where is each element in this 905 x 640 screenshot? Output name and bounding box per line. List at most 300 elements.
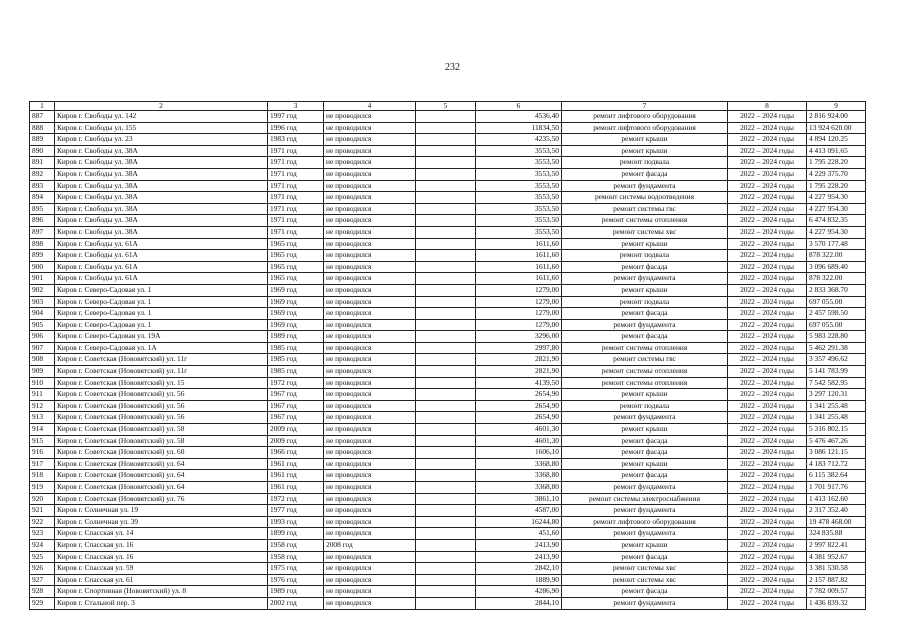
build-year-cell: 1983 год: [268, 134, 324, 146]
row-number-cell: 917: [30, 458, 55, 470]
work-type-cell: ремонт крыши: [562, 134, 728, 146]
address-cell: Киров г. Свободы ул. 38А: [55, 203, 268, 215]
row-number-cell: 913: [30, 412, 55, 424]
row-number-cell: 889: [30, 134, 55, 146]
work-type-cell: ремонт фасада: [562, 261, 728, 273]
address-cell: Киров г. Свободы ул. 61А: [55, 261, 268, 273]
table-row: [30, 447, 866, 459]
program-cell: [416, 470, 476, 482]
table-row: [30, 157, 866, 169]
last-repair-cell: не проводился: [324, 563, 416, 575]
row-number-cell: 890: [30, 145, 55, 157]
program-cell: [416, 586, 476, 598]
program-cell: [416, 597, 476, 609]
cost-cell: 4 894 120.25: [807, 134, 866, 146]
program-cell: [416, 505, 476, 517]
program-cell: [416, 424, 476, 436]
last-repair-cell: 2008 год: [324, 539, 416, 551]
last-repair-cell: не проводился: [324, 308, 416, 320]
work-type-cell: ремонт крыши: [562, 389, 728, 401]
work-type-cell: ремонт фундамента: [562, 505, 728, 517]
program-cell: [416, 563, 476, 575]
address-cell: Киров г. Советская (Нововятский) ул. 11г: [55, 354, 268, 366]
build-year-cell: 1971 год: [268, 203, 324, 215]
program-cell: [416, 516, 476, 528]
cost-cell: 1 436 839.32: [807, 597, 866, 609]
area-cell: 2842,10: [476, 563, 562, 575]
address-cell: Киров г. Спасская ул. 59: [55, 563, 268, 575]
last-repair-cell: не проводился: [324, 238, 416, 250]
period-cell: 2022 – 2024 годы: [728, 516, 807, 528]
period-cell: 2022 – 2024 годы: [728, 134, 807, 146]
table-row: [30, 505, 866, 517]
program-cell: [416, 342, 476, 354]
build-year-cell: 1961 год: [268, 470, 324, 482]
work-type-cell: ремонт подвала: [562, 250, 728, 262]
row-number-cell: 903: [30, 296, 55, 308]
address-cell: Киров г. Северо-Садовая ул. 19А: [55, 331, 268, 343]
cost-cell: 2 997 822.41: [807, 539, 866, 551]
address-cell: Киров г. Советская (Нововятский) ул. 64: [55, 458, 268, 470]
cost-cell: 5 316 802.15: [807, 424, 866, 436]
column-header: 1: [30, 102, 55, 111]
row-number-cell: 926: [30, 563, 55, 575]
work-type-cell: ремонт системы хвс: [562, 563, 728, 575]
address-cell: Киров г. Стальной пер. 3: [55, 597, 268, 609]
area-cell: 3553,50: [476, 226, 562, 238]
area-cell: 2413,90: [476, 551, 562, 563]
period-cell: 2022 – 2024 годы: [728, 250, 807, 262]
cost-cell: 697 055.00: [807, 319, 866, 331]
period-cell: 2022 – 2024 годы: [728, 145, 807, 157]
row-number-cell: 910: [30, 377, 55, 389]
address-cell: Киров г. Советская (Нововятский) ул. 56: [55, 400, 268, 412]
period-cell: 2022 – 2024 годы: [728, 238, 807, 250]
work-type-cell: ремонт фундамента: [562, 482, 728, 494]
program-cell: [416, 273, 476, 285]
period-cell: 2022 – 2024 годы: [728, 354, 807, 366]
table-row: [30, 180, 866, 192]
program-cell: [416, 482, 476, 494]
cost-cell: 4 183 712.72: [807, 458, 866, 470]
table-row: [30, 273, 866, 285]
row-number-cell: 897: [30, 226, 55, 238]
cost-cell: 5 462 291.38: [807, 342, 866, 354]
row-number-cell: 921: [30, 505, 55, 517]
work-type-cell: ремонт системы водоотведения: [562, 192, 728, 204]
cost-cell: 3 297 120.31: [807, 389, 866, 401]
period-cell: 2022 – 2024 годы: [728, 597, 807, 609]
period-cell: 2022 – 2024 годы: [728, 539, 807, 551]
row-number-cell: 904: [30, 308, 55, 320]
column-header: 8: [728, 102, 807, 111]
build-year-cell: 1996 год: [268, 122, 324, 134]
row-number-cell: 911: [30, 389, 55, 401]
period-cell: 2022 – 2024 годы: [728, 551, 807, 563]
area-cell: 2821,90: [476, 354, 562, 366]
area-cell: 1279,00: [476, 319, 562, 331]
program-cell: [416, 111, 476, 123]
cost-cell: 4 227 954.30: [807, 203, 866, 215]
area-cell: 4235,50: [476, 134, 562, 146]
address-cell: Киров г. Солнечная ул. 39: [55, 516, 268, 528]
table-row: [30, 551, 866, 563]
work-type-cell: ремонт фундамента: [562, 528, 728, 540]
work-type-cell: ремонт лифтового оборудования: [562, 111, 728, 123]
cost-cell: 5 983 228.80: [807, 331, 866, 343]
table-row: [30, 539, 866, 551]
cost-cell: 19 478 468.00: [807, 516, 866, 528]
program-cell: [416, 528, 476, 540]
table-row: [30, 203, 866, 215]
address-cell: Киров г. Советская (Нововятский) ул. 60: [55, 447, 268, 459]
column-header: 6: [476, 102, 562, 111]
column-header: 7: [562, 102, 728, 111]
period-cell: 2022 – 2024 годы: [728, 261, 807, 273]
address-cell: Киров г. Свободы ул. 61А: [55, 238, 268, 250]
area-cell: 4587,00: [476, 505, 562, 517]
last-repair-cell: не проводился: [324, 319, 416, 331]
row-number-cell: 895: [30, 203, 55, 215]
work-type-cell: ремонт системы отопления: [562, 342, 728, 354]
period-cell: 2022 – 2024 годы: [728, 505, 807, 517]
program-cell: [416, 145, 476, 157]
work-type-cell: ремонт системы гвс: [562, 354, 728, 366]
address-cell: Киров г. Советская (Нововятский) ул. 15: [55, 377, 268, 389]
program-cell: [416, 354, 476, 366]
period-cell: 2022 – 2024 годы: [728, 192, 807, 204]
period-cell: 2022 – 2024 годы: [728, 342, 807, 354]
work-type-cell: ремонт лифтового оборудования: [562, 122, 728, 134]
cost-cell: 4 413 091.65: [807, 145, 866, 157]
work-type-cell: ремонт фундамента: [562, 180, 728, 192]
build-year-cell: 1899 год: [268, 528, 324, 540]
build-year-cell: 1967 год: [268, 389, 324, 401]
address-cell: Киров г. Северо-Садовая ул. 1: [55, 308, 268, 320]
table-row: [30, 458, 866, 470]
work-type-cell: ремонт подвала: [562, 296, 728, 308]
row-number-cell: 887: [30, 111, 55, 123]
area-cell: 2821,90: [476, 366, 562, 378]
build-year-cell: 2009 год: [268, 435, 324, 447]
cost-cell: 7 542 582.95: [807, 377, 866, 389]
table-row: [30, 377, 866, 389]
build-year-cell: 1958 год: [268, 539, 324, 551]
table-row: [30, 597, 866, 609]
last-repair-cell: не проводился: [324, 482, 416, 494]
area-cell: 1611,60: [476, 261, 562, 273]
build-year-cell: 1965 год: [268, 238, 324, 250]
last-repair-cell: не проводился: [324, 122, 416, 134]
cost-cell: 3 381 530.58: [807, 563, 866, 575]
row-number-cell: 925: [30, 551, 55, 563]
row-number-cell: 894: [30, 192, 55, 204]
row-number-cell: 909: [30, 366, 55, 378]
row-number-cell: 901: [30, 273, 55, 285]
build-year-cell: 1965 год: [268, 261, 324, 273]
address-cell: Киров г. Советская (Нововятский) ул. 64: [55, 482, 268, 494]
work-type-cell: ремонт крыши: [562, 539, 728, 551]
cost-cell: 2 833 368.70: [807, 284, 866, 296]
row-number-cell: 923: [30, 528, 55, 540]
build-year-cell: 1971 год: [268, 215, 324, 227]
table-row: [30, 238, 866, 250]
table-row: [30, 134, 866, 146]
area-cell: 1279,00: [476, 284, 562, 296]
address-cell: Киров г. Свободы ул. 38А: [55, 157, 268, 169]
area-cell: 3553,50: [476, 192, 562, 204]
build-year-cell: 1969 год: [268, 284, 324, 296]
cost-cell: 324 835.88: [807, 528, 866, 540]
program-cell: [416, 366, 476, 378]
address-cell: Киров г. Советская (Нововятский) ул. 76: [55, 493, 268, 505]
cost-cell: 3 570 177.48: [807, 238, 866, 250]
address-cell: Киров г. Свободы ул. 61А: [55, 250, 268, 262]
area-cell: 2654,90: [476, 400, 562, 412]
table-row: [30, 424, 866, 436]
last-repair-cell: не проводился: [324, 528, 416, 540]
work-type-cell: ремонт системы отопления: [562, 377, 728, 389]
area-cell: 1611,60: [476, 238, 562, 250]
build-year-cell: 1961 год: [268, 458, 324, 470]
build-year-cell: 1972 год: [268, 493, 324, 505]
table-row: [30, 528, 866, 540]
cost-cell: 2 317 352.40: [807, 505, 866, 517]
last-repair-cell: не проводился: [324, 354, 416, 366]
column-header: 3: [268, 102, 324, 111]
cost-cell: 3 357 496.62: [807, 354, 866, 366]
address-cell: Киров г. Спортивная (Нововятский) ул. 8: [55, 586, 268, 598]
table-row: [30, 226, 866, 238]
work-type-cell: ремонт фасада: [562, 551, 728, 563]
area-cell: 4139,50: [476, 377, 562, 389]
period-cell: 2022 – 2024 годы: [728, 284, 807, 296]
build-year-cell: 1966 год: [268, 447, 324, 459]
build-year-cell: 1977 год: [268, 505, 324, 517]
cost-cell: 5 476 467.26: [807, 435, 866, 447]
cost-cell: 697 055.00: [807, 296, 866, 308]
row-number-cell: 919: [30, 482, 55, 494]
table-row: [30, 482, 866, 494]
area-cell: 3553,50: [476, 215, 562, 227]
build-year-cell: 1971 год: [268, 226, 324, 238]
cost-cell: 6 474 832.35: [807, 215, 866, 227]
period-cell: 2022 – 2024 годы: [728, 273, 807, 285]
row-number-cell: 888: [30, 122, 55, 134]
last-repair-cell: не проводился: [324, 597, 416, 609]
period-cell: 2022 – 2024 годы: [728, 122, 807, 134]
area-cell: 1611,60: [476, 273, 562, 285]
cost-cell: 3 086 121.15: [807, 447, 866, 459]
cost-cell: 3 096 689.40: [807, 261, 866, 273]
area-cell: 3553,50: [476, 145, 562, 157]
work-type-cell: ремонт фасада: [562, 168, 728, 180]
area-cell: 11834,50: [476, 122, 562, 134]
area-cell: 3553,50: [476, 157, 562, 169]
cost-cell: 4 227 954.30: [807, 226, 866, 238]
period-cell: 2022 – 2024 годы: [728, 424, 807, 436]
period-cell: 2022 – 2024 годы: [728, 458, 807, 470]
last-repair-cell: не проводился: [324, 111, 416, 123]
last-repair-cell: не проводился: [324, 516, 416, 528]
build-year-cell: 1969 год: [268, 308, 324, 320]
build-year-cell: 1961 год: [268, 482, 324, 494]
column-header: 9: [807, 102, 866, 111]
cost-cell: 2 157 887.82: [807, 574, 866, 586]
last-repair-cell: не проводился: [324, 400, 416, 412]
table-body: [30, 102, 866, 610]
build-year-cell: 2002 год: [268, 597, 324, 609]
period-cell: 2022 – 2024 годы: [728, 447, 807, 459]
address-cell: Киров г. Свободы ул. 38А: [55, 168, 268, 180]
cost-cell: 7 782 009.57: [807, 586, 866, 598]
period-cell: 2022 – 2024 годы: [728, 226, 807, 238]
table-row: [30, 319, 866, 331]
build-year-cell: 1997 год: [268, 111, 324, 123]
table-row: [30, 308, 866, 320]
period-cell: 2022 – 2024 годы: [728, 296, 807, 308]
area-cell: 16244,80: [476, 516, 562, 528]
cost-cell: 6 115 382.64: [807, 470, 866, 482]
address-cell: Киров г. Северо-Садовая ул. 1А: [55, 342, 268, 354]
row-number-cell: 924: [30, 539, 55, 551]
last-repair-cell: не проводился: [324, 470, 416, 482]
table-row: [30, 412, 866, 424]
build-year-cell: 1993 год: [268, 516, 324, 528]
page-number: 232: [445, 62, 460, 73]
work-type-cell: ремонт фасада: [562, 470, 728, 482]
row-number-cell: 893: [30, 180, 55, 192]
last-repair-cell: не проводился: [324, 458, 416, 470]
build-year-cell: 2009 год: [268, 424, 324, 436]
program-cell: [416, 331, 476, 343]
build-year-cell: 1976 год: [268, 574, 324, 586]
cost-cell: 13 924 620.00: [807, 122, 866, 134]
period-cell: 2022 – 2024 годы: [728, 180, 807, 192]
program-cell: [416, 284, 476, 296]
address-cell: Киров г. Солнечная ул. 19: [55, 505, 268, 517]
last-repair-cell: не проводился: [324, 226, 416, 238]
row-number-cell: 905: [30, 319, 55, 331]
area-cell: 3553,50: [476, 180, 562, 192]
program-cell: [416, 493, 476, 505]
program-cell: [416, 400, 476, 412]
last-repair-cell: не проводился: [324, 424, 416, 436]
address-cell: Киров г. Свободы ул. 38А: [55, 145, 268, 157]
program-cell: [416, 180, 476, 192]
last-repair-cell: не проводился: [324, 505, 416, 517]
last-repair-cell: не проводился: [324, 493, 416, 505]
work-type-cell: ремонт подвала: [562, 400, 728, 412]
last-repair-cell: не проводился: [324, 366, 416, 378]
build-year-cell: 1965 год: [268, 250, 324, 262]
work-type-cell: ремонт фундамента: [562, 412, 728, 424]
last-repair-cell: не проводился: [324, 342, 416, 354]
build-year-cell: 1958 год: [268, 551, 324, 563]
table-row: [30, 435, 866, 447]
table-row: [30, 563, 866, 575]
table-row: [30, 215, 866, 227]
area-cell: 1889,90: [476, 574, 562, 586]
period-cell: 2022 – 2024 годы: [728, 168, 807, 180]
last-repair-cell: не проводился: [324, 551, 416, 563]
area-cell: 3553,50: [476, 203, 562, 215]
row-number-cell: 902: [30, 284, 55, 296]
period-cell: 2022 – 2024 годы: [728, 366, 807, 378]
last-repair-cell: не проводился: [324, 134, 416, 146]
build-year-cell: 1965 год: [268, 273, 324, 285]
build-year-cell: 1969 год: [268, 296, 324, 308]
address-cell: Киров г. Советская (Нововятский) ул. 56: [55, 412, 268, 424]
cost-cell: 1 795 228.20: [807, 157, 866, 169]
row-number-cell: 891: [30, 157, 55, 169]
period-cell: 2022 – 2024 годы: [728, 377, 807, 389]
program-cell: [416, 215, 476, 227]
last-repair-cell: не проводился: [324, 273, 416, 285]
program-cell: [416, 319, 476, 331]
program-cell: [416, 192, 476, 204]
address-cell: Киров г. Северо-Садовая ул. 1: [55, 284, 268, 296]
period-cell: 2022 – 2024 годы: [728, 111, 807, 123]
period-cell: 2022 – 2024 годы: [728, 331, 807, 343]
last-repair-cell: не проводился: [324, 192, 416, 204]
build-year-cell: 1972 год: [268, 377, 324, 389]
cost-cell: 2 457 598.50: [807, 308, 866, 320]
last-repair-cell: не проводился: [324, 157, 416, 169]
last-repair-cell: не проводился: [324, 145, 416, 157]
program-cell: [416, 226, 476, 238]
table-row: [30, 111, 866, 123]
row-number-cell: 916: [30, 447, 55, 459]
last-repair-cell: не проводился: [324, 168, 416, 180]
area-cell: 4601,30: [476, 424, 562, 436]
work-type-cell: ремонт фасада: [562, 331, 728, 343]
row-number-cell: 907: [30, 342, 55, 354]
work-type-cell: ремонт системы электроснабжения: [562, 493, 728, 505]
address-cell: Киров г. Свободы ул. 38А: [55, 180, 268, 192]
area-cell: 4536,40: [476, 111, 562, 123]
build-year-cell: 1967 год: [268, 400, 324, 412]
period-cell: 2022 – 2024 годы: [728, 493, 807, 505]
table-row: [30, 470, 866, 482]
row-number-cell: 892: [30, 168, 55, 180]
column-header: 4: [324, 102, 416, 111]
row-number-cell: 899: [30, 250, 55, 262]
column-header: 5: [416, 102, 476, 111]
address-cell: Киров г. Спасская ул. 16: [55, 539, 268, 551]
last-repair-cell: не проводился: [324, 203, 416, 215]
cost-cell: 4 229 375.70: [807, 168, 866, 180]
row-number-cell: 920: [30, 493, 55, 505]
table-row: [30, 250, 866, 262]
area-cell: 1279,00: [476, 296, 562, 308]
work-type-cell: ремонт фундамента: [562, 319, 728, 331]
last-repair-cell: не проводился: [324, 261, 416, 273]
work-type-cell: ремонт системы отопления: [562, 215, 728, 227]
program-cell: [416, 377, 476, 389]
build-year-cell: 1985 год: [268, 354, 324, 366]
work-type-cell: ремонт системы хвс: [562, 226, 728, 238]
period-cell: 2022 – 2024 годы: [728, 563, 807, 575]
registry-table: [29, 101, 866, 610]
address-cell: Киров г. Советская (Нововятский) ул. 58: [55, 435, 268, 447]
last-repair-cell: не проводился: [324, 284, 416, 296]
area-cell: 4601,30: [476, 435, 562, 447]
cost-cell: 1 413 162.60: [807, 493, 866, 505]
area-cell: 3296,00: [476, 331, 562, 343]
program-cell: [416, 551, 476, 563]
work-type-cell: ремонт фасада: [562, 586, 728, 598]
